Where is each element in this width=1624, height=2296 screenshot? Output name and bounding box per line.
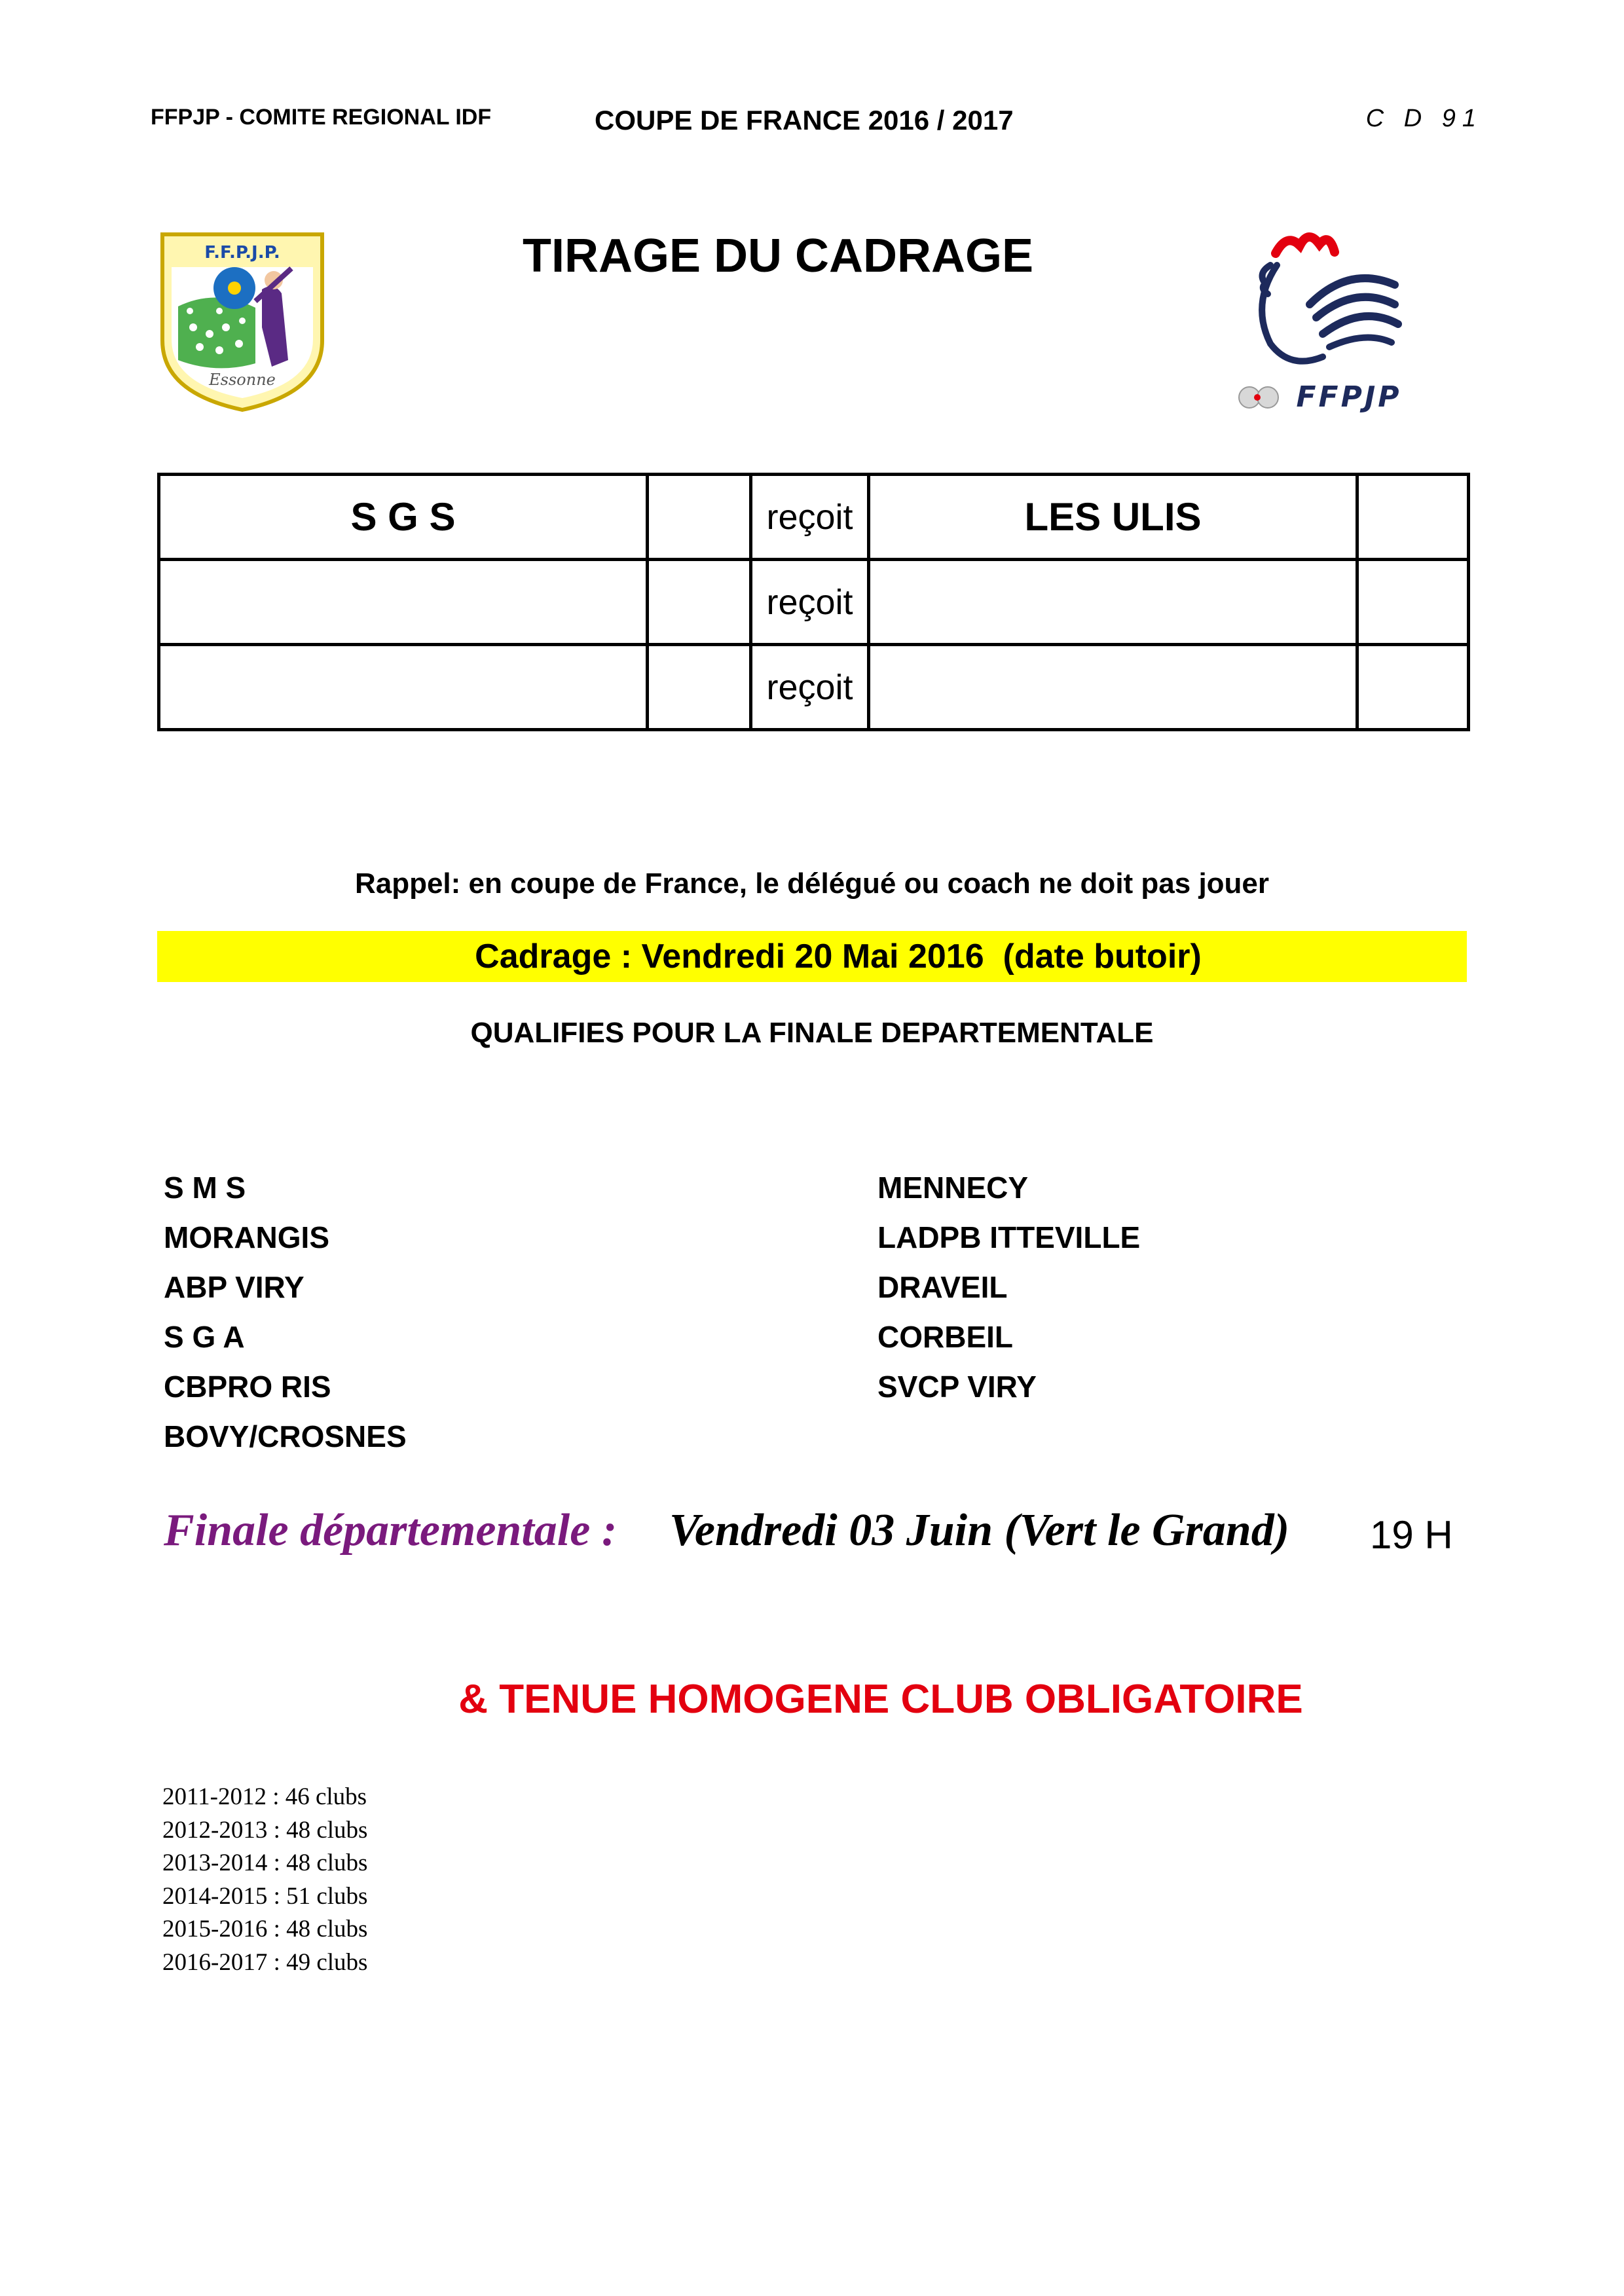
away-score-cell — [1357, 645, 1469, 730]
season-club-count: 2015-2016 : 48 clubs — [162, 1916, 368, 1942]
draw-row — [159, 560, 1469, 645]
qualified-club: CORBEIL — [877, 1320, 1013, 1354]
season-club-count: 2016-2017 : 49 clubs — [162, 1948, 368, 1976]
home-team-cell: S G S — [159, 475, 648, 560]
qualified-club: DRAVEIL — [877, 1270, 1008, 1304]
away-score-cell — [1357, 475, 1469, 560]
qualified-club: ABP VIRY — [164, 1270, 304, 1304]
qualifies-heading: QUALIFIES POUR LA FINALE DEPARTEMENTALE — [470, 1017, 1154, 1049]
qualified-club: SVCP VIRY — [877, 1370, 1037, 1404]
recoit-cell: reçoit — [751, 645, 869, 730]
season-club-count: 2014-2015 : 51 clubs — [162, 1882, 368, 1910]
qualified-clubs-left — [164, 1163, 407, 1461]
header-organization: FFPJP - COMITE REGIONAL IDF — [151, 105, 492, 130]
away-score-cell — [1357, 560, 1469, 645]
season-club-count: 2011-2012 : 46 clubs — [162, 1783, 367, 1810]
page-title: TIRAGE DU CADRAGE — [522, 230, 1033, 282]
finale-date: Vendredi 03 Juin (Vert le Grand) — [669, 1505, 1290, 1556]
shield-text: F.F.P.J.P. — [204, 243, 280, 263]
header-competition: COUPE DE FRANCE 2016 / 2017 — [595, 105, 1014, 136]
season-club-count: 2012-2013 : 48 clubs — [162, 1816, 368, 1844]
ffpjp-rooster-logo — [1231, 226, 1421, 422]
cadrage-deadline-banner — [157, 931, 1467, 982]
qualified-club: S G A — [164, 1320, 245, 1354]
recoit-cell: reçoit — [751, 475, 869, 560]
away-team-cell: LES ULIS — [869, 475, 1357, 560]
recoit-cell: reçoit — [751, 560, 869, 645]
home-score-cell — [648, 645, 751, 730]
qualified-clubs-right — [877, 1163, 1140, 1412]
qualified-club: CBPRO RIS — [164, 1370, 331, 1404]
qualified-club: LADPB ITTEVILLE — [877, 1220, 1141, 1254]
qualified-club: S M S — [164, 1171, 246, 1205]
club-count-history — [162, 1781, 367, 1979]
header-committee-code: C D 91 — [1365, 105, 1483, 132]
draw-row — [159, 475, 1469, 560]
draw-table — [157, 473, 1470, 731]
finale-label: Finale départementale : — [164, 1505, 618, 1556]
home-score-cell — [648, 475, 751, 560]
cadrage-deadline-text: Cadrage : Vendredi 20 Mai 2016 (date butoir) — [475, 938, 1202, 975]
qualified-club: MORANGIS — [164, 1220, 329, 1254]
away-team-cell — [869, 560, 1357, 645]
ffpjp-wordmark: FFPJP — [1296, 380, 1402, 414]
tenue-requirement: & TENUE HOMOGENE CLUB OBLIGATOIRE — [458, 1677, 1303, 1722]
qualified-club: MENNECY — [877, 1171, 1029, 1205]
home-team-cell — [159, 645, 648, 730]
season-club-count: 2013-2014 : 48 clubs — [162, 1850, 368, 1876]
home-score-cell — [648, 560, 751, 645]
draw-row — [159, 645, 1469, 730]
away-team-cell — [869, 645, 1357, 730]
rappel-note: Rappel: en coupe de France, le délégué ou coach ne doit pas jouer — [354, 867, 1270, 900]
finale-time: 19 H — [1370, 1513, 1453, 1557]
home-team-cell — [159, 560, 648, 645]
qualified-club: BOVY/CROSNES — [164, 1419, 407, 1453]
essonne-signature: Essonne — [209, 371, 276, 389]
